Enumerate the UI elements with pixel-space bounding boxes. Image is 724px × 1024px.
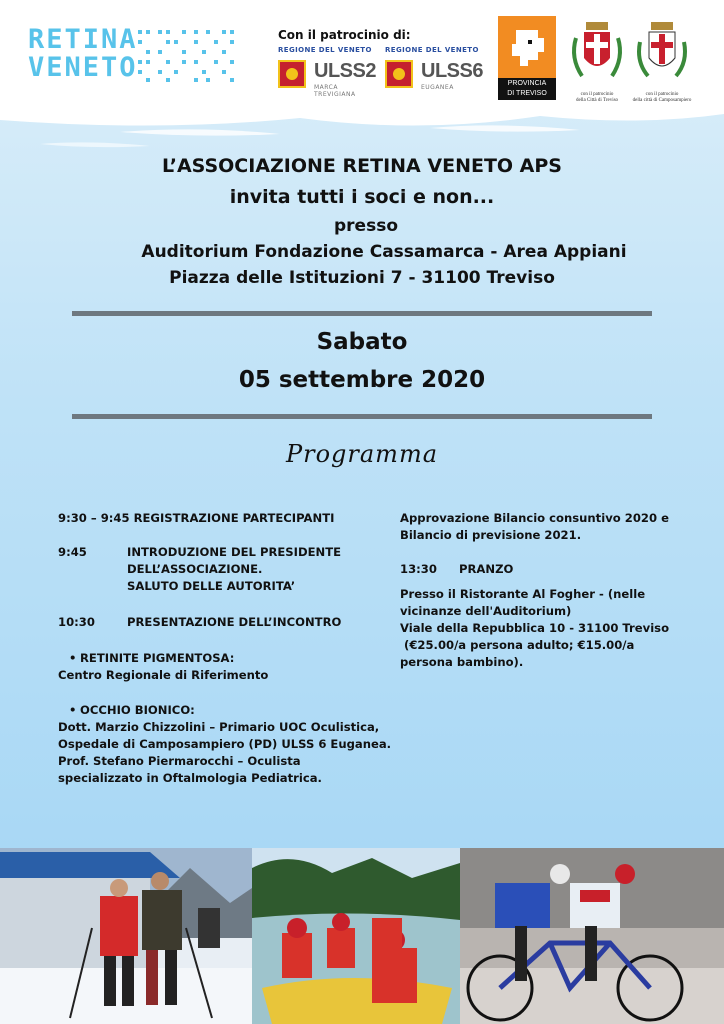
registration-item: 9:30 – 9:45 REGISTRAZIONE PARTECIPANTI [58, 511, 335, 525]
camposampiero-coat-of-arms-icon [632, 18, 692, 86]
presentation-time: 10:30 [58, 615, 95, 629]
intro-description [127, 544, 341, 595]
region-label: REGIONE DEL VENETO [385, 46, 479, 54]
venue-address: Piazza delle Istituzioni 7 - 31100 Treviso [169, 268, 555, 288]
tandem-cycling-photo [460, 848, 724, 1024]
ulss2-name: ULSS2 [314, 60, 376, 82]
event-day: Sabato [316, 329, 408, 355]
treviso-caption [566, 92, 628, 104]
treviso-coat-of-arms-icon [566, 18, 628, 86]
rafting-photo [252, 848, 460, 1024]
province-line-2: DI TREVISO [507, 90, 547, 97]
retinite-item [58, 650, 398, 684]
retina-veneto-logo [28, 26, 138, 82]
intro-line-2: DELL’ASSOCIAZIONE. [127, 562, 263, 576]
header [0, 0, 724, 110]
restaurant-line-2: vicinanze dell'Auditorium) [400, 604, 572, 618]
photo-strip [0, 848, 724, 1024]
ulss2-subtitle: MARCA TREVIGIANA [314, 84, 356, 98]
intro-line-3: SALUTO DELLE AUTORITA’ [127, 579, 296, 593]
patronage-block [278, 28, 483, 98]
program-right-column [400, 510, 690, 680]
province-label [498, 78, 556, 100]
camposampiero-crest [632, 18, 692, 104]
logo-line-1: RETINA [28, 24, 138, 55]
logo-line-2: VENETO [28, 52, 138, 83]
budget-line-2: Bilancio di previsione 2021. [400, 528, 582, 542]
bionic-eye-line-2: Ospedale di Camposampiero (PD) ULSS 6 Euganea. [58, 737, 392, 751]
restaurant-item [400, 586, 669, 671]
bionic-eye-line-1: Dott. Marzio Chizzolini – Primario UOC Oculistica, [58, 720, 380, 734]
budget-line-1: Approvazione Bilancio consuntivo 2020 e [400, 511, 669, 525]
patronage-title: Con il patrocinio di: [278, 28, 411, 42]
retinite-text: Centro Regionale di Riferimento [58, 668, 269, 682]
venue-name: Auditorium Fondazione Cassamarca - Area Appiani [141, 242, 627, 262]
lunch-time: 13:30 [400, 562, 437, 576]
presso-line: presso [334, 216, 398, 236]
treviso-caption-2: della Città di Treviso [575, 98, 619, 103]
province-emblem-icon [498, 16, 556, 78]
retinite-title: • RETINITE PIGMENTOSA: [80, 650, 420, 667]
treviso-caption-1: con il patrocinio [580, 92, 614, 97]
divider-top [72, 311, 652, 316]
camposampiero-caption [632, 92, 692, 104]
bionic-eye-line-4: specializzato in Oftalmologia Pediatrica. [58, 771, 322, 785]
ulss6-subtitle: EUGANEA [421, 84, 454, 91]
program-title: Programma [285, 440, 439, 468]
braille-logo-icon [136, 28, 240, 84]
camposampiero-caption-2: della città di Camposampiero [632, 98, 692, 103]
divider-bottom [72, 414, 652, 419]
province-treviso-logo [498, 16, 556, 100]
presentation-description: PRESENTAZIONE DELL’INCONTRO [127, 615, 342, 629]
camposampiero-caption-1: con il patrocinio [645, 92, 679, 97]
region-label: REGIONE DEL VENETO [278, 46, 372, 54]
lunch-label: PRANZO [459, 562, 514, 576]
bionic-eye-title: • OCCHIO BIONICO: [80, 702, 425, 719]
lunch-item [400, 561, 513, 578]
invite-line: invita tutti i soci e non... [229, 186, 495, 208]
event-date: 05 settembre 2020 [238, 367, 486, 393]
restaurant-line-4: (€25.00/a persona adulto; €15.00/a [400, 638, 635, 652]
intro-time: 9:45 [58, 545, 87, 559]
intro-line-1: INTRODUZIONE DEL PRESIDENTE [127, 545, 342, 559]
ulss2-logo [278, 46, 376, 98]
bionic-eye-line-3: Prof. Stefano Piermarocchi – Oculista [58, 754, 301, 768]
program-left-column [58, 510, 398, 800]
treviso-crest [566, 18, 628, 104]
ulss6-logo [385, 46, 483, 91]
ski-photo [0, 848, 252, 1024]
bionic-eye-item [58, 702, 403, 787]
restaurant-line-3: Viale della Repubblica 10 - 31100 Treviso [400, 621, 670, 635]
province-line-1: PROVINCIA [507, 80, 547, 87]
association-title: L’ASSOCIAZIONE RETINA VENETO APS [161, 155, 562, 177]
restaurant-line-5: persona bambino). [400, 655, 524, 669]
budget-approval-item [400, 510, 669, 544]
lion-of-st-mark-icon [278, 60, 306, 88]
lion-of-st-mark-icon [385, 60, 413, 88]
restaurant-line-1: Presso il Ristorante Al Fogher - (nelle [400, 587, 646, 601]
ulss6-name: ULSS6 [421, 60, 483, 82]
